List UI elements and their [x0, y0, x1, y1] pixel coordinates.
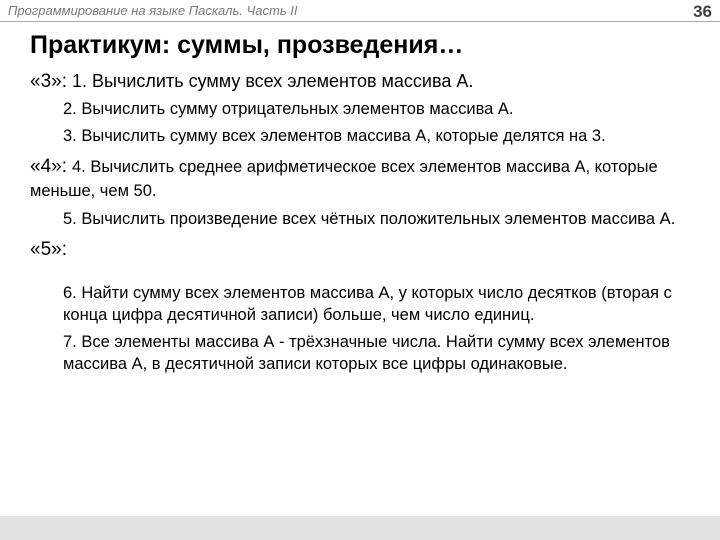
footer-bar [0, 516, 720, 540]
level-5-label: «5»: [30, 239, 67, 260]
level-3-group [30, 70, 710, 147]
task-list [30, 70, 710, 375]
task-3: 3. Вычислить сумму всех элементов массива А, которые делятся на 3. [63, 127, 606, 145]
task-2: 2. Вычислить сумму отрицательных элементов массива А. [63, 100, 514, 118]
level-4-label: «4»: [30, 156, 67, 177]
level-5-group [30, 238, 710, 375]
level-5-header [30, 238, 710, 261]
page-number: 36 [693, 2, 712, 21]
task-5: 5. Вычислить произведение всех чётных положительных элементов массива А. [63, 210, 676, 228]
header-divider [0, 21, 720, 22]
task-4: 4. Вычислить среднее арифметическое всех элементов массива А, которые меньше, чем 50. [30, 158, 658, 200]
level-3-label: «3»: [30, 71, 67, 92]
task-1: 1. Вычислить сумму всех элементов массива А. [72, 71, 474, 91]
level-3-header [30, 70, 710, 93]
level-4-header [30, 155, 702, 203]
task-7: 7. Все элементы массива А - трёхзначные числа. Найти сумму всех элементов массива А, в десятичной записи которых все цифры одинаковые. [63, 333, 670, 373]
level-4-group [30, 155, 710, 230]
task-6: 6. Найти сумму всех элементов массива А, у которых число десятков (вторая с конца цифра десятичной записи) больше, чем число единиц. [63, 284, 672, 324]
slide-header [0, 0, 720, 22]
course-title: Программирование на языке Паскаль. Часть II [8, 3, 298, 18]
slide-title: Практикум: суммы, прозведения… [30, 31, 464, 59]
